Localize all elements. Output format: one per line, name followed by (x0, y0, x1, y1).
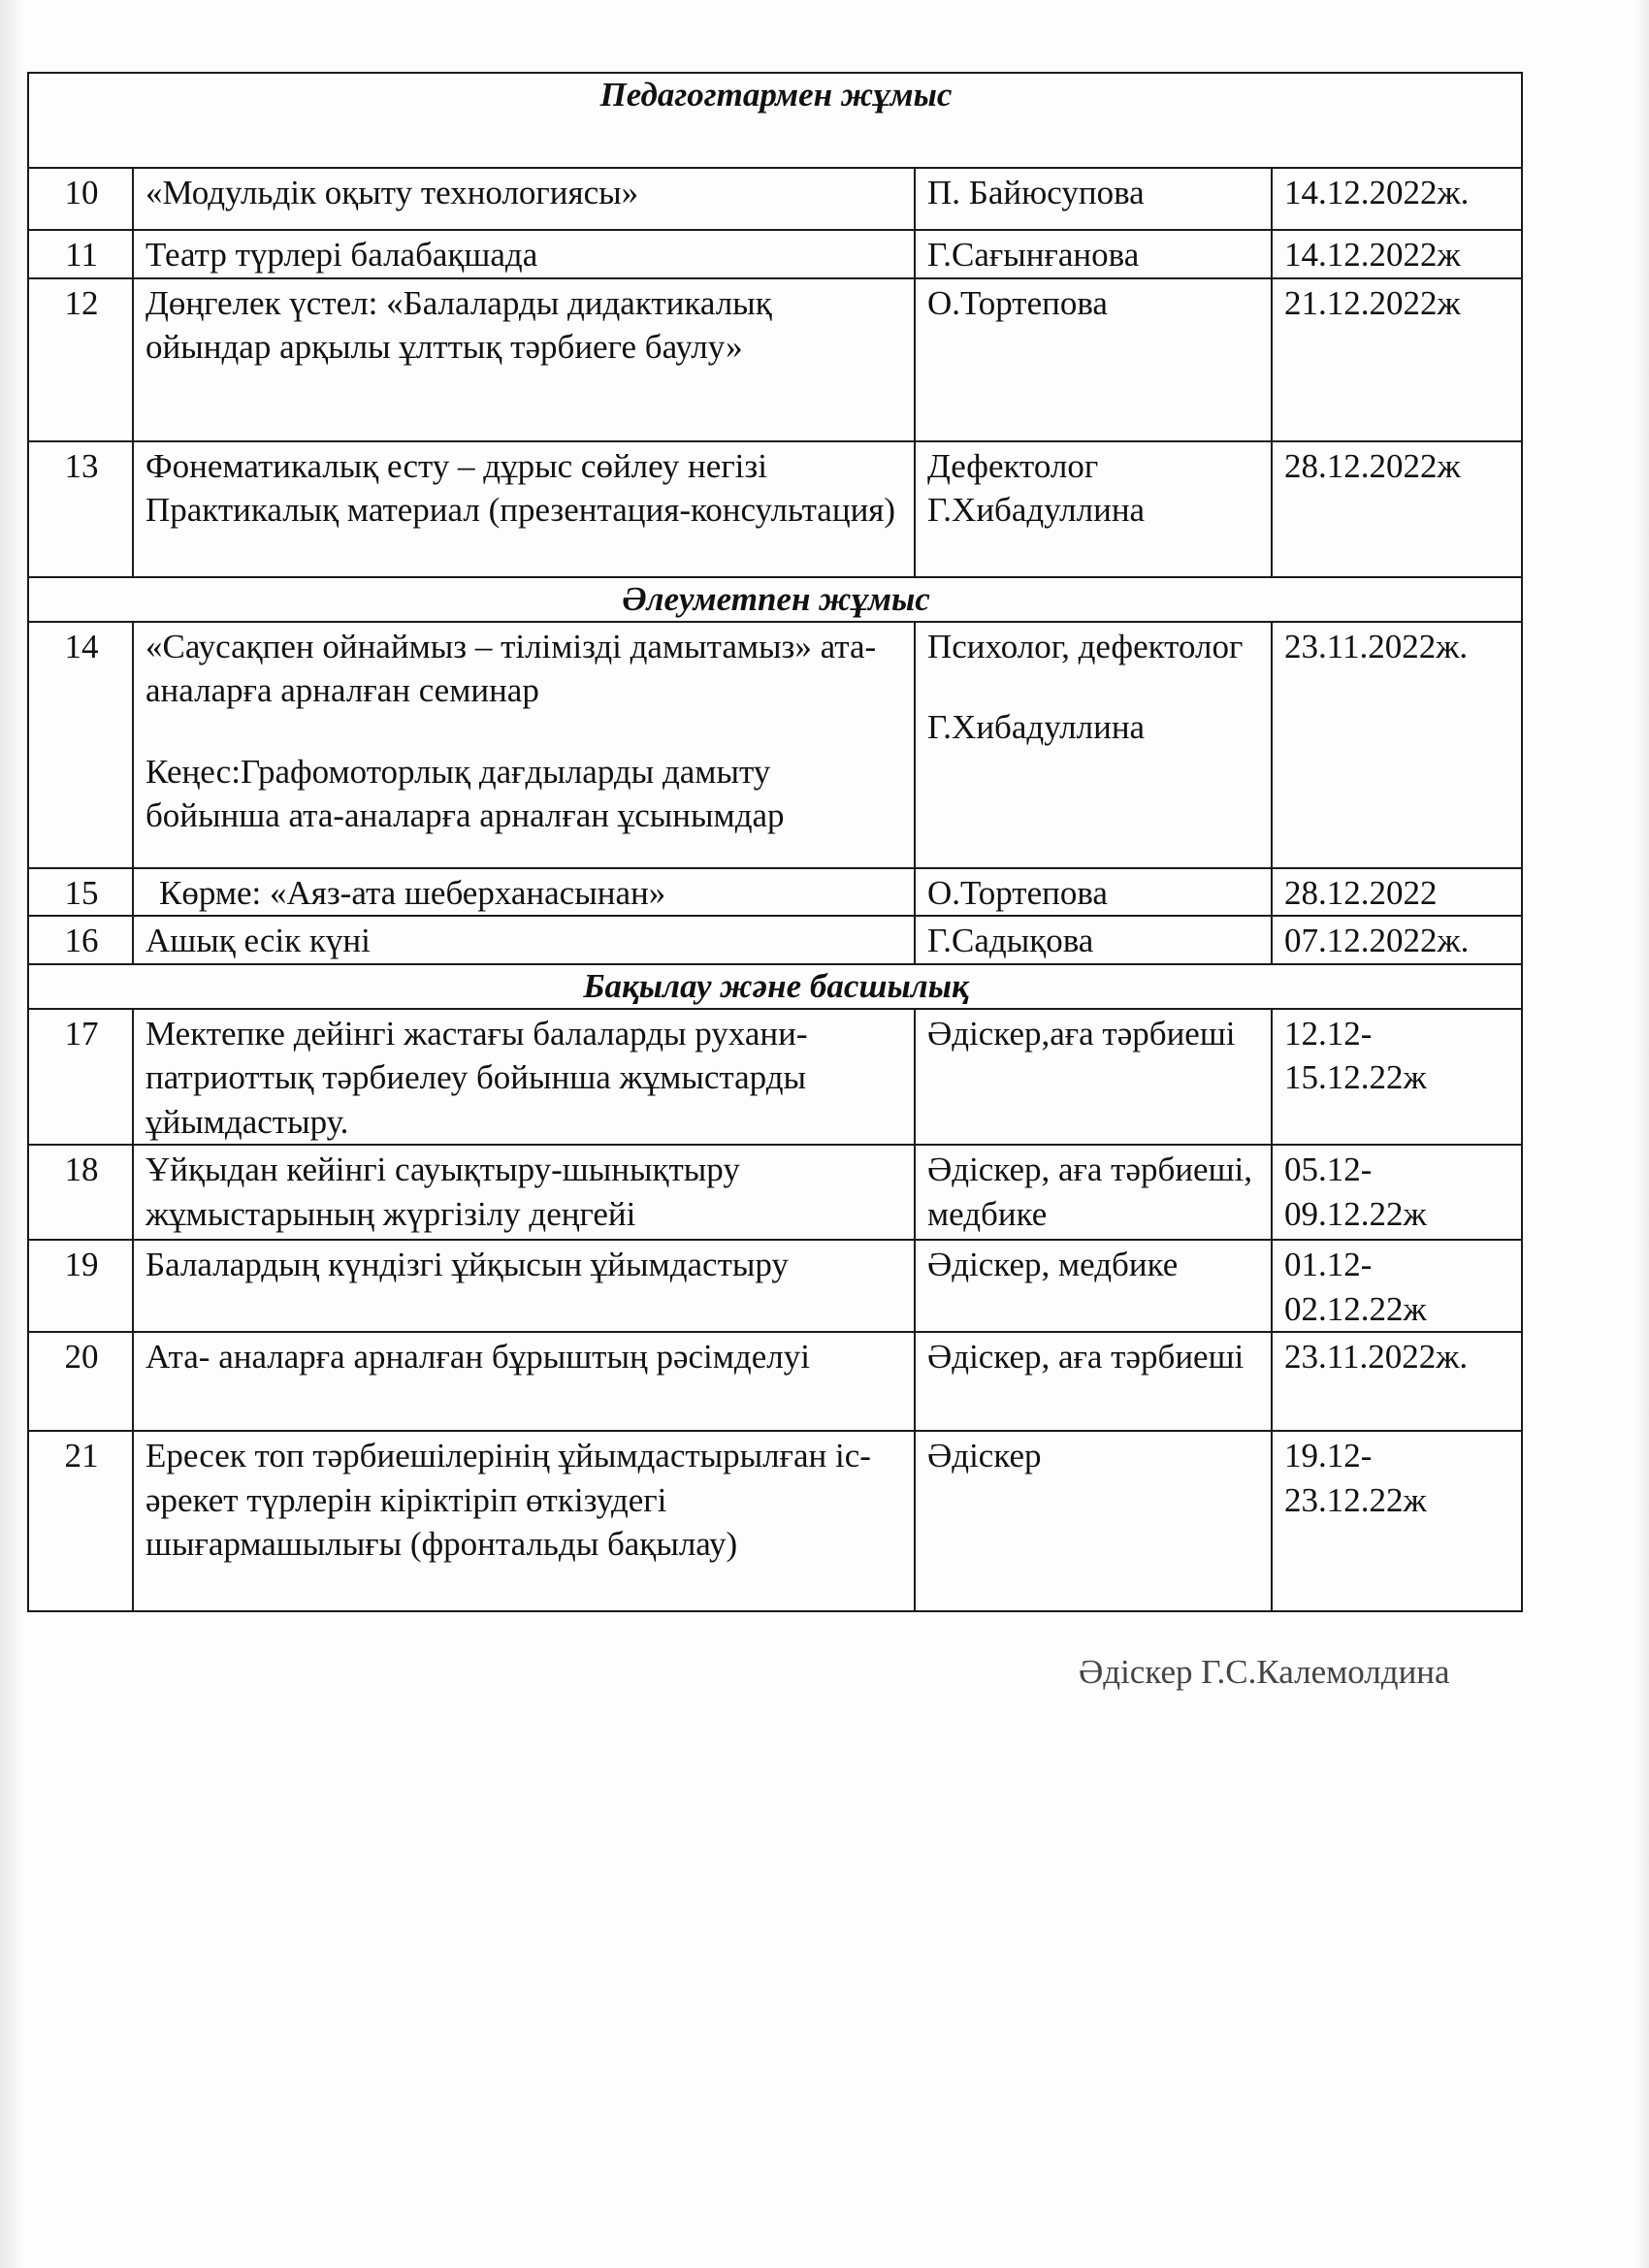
table-row (28, 441, 1522, 577)
spacer (927, 668, 1261, 705)
table-row (28, 1431, 1522, 1611)
row-number: 15 (28, 868, 133, 917)
event-cell: Көрме: «Аяз-ата шеберханасынан» (133, 868, 915, 917)
responsible-cell: О.Тортепова (915, 868, 1272, 917)
table-row (28, 1332, 1522, 1431)
responsible-cell: Әдіскер,аға тәрбиеші (915, 1009, 1272, 1146)
scan-right-shadow (1635, 0, 1649, 2268)
row-number: 21 (28, 1431, 133, 1611)
date-cell: 19.12-23.12.22ж (1272, 1431, 1522, 1611)
event-cell: Балалардың күндізгі ұйқысын ұйымдастыру (133, 1240, 915, 1332)
row-number: 14 (28, 622, 133, 868)
date-cell: 28.12.2022 (1272, 868, 1522, 917)
event-cell: «Модульдік оқыту технологиясы» (133, 168, 915, 230)
row-number: 17 (28, 1009, 133, 1146)
plan-table (27, 72, 1523, 1612)
date-cell: 01.12-02.12.22ж (1272, 1240, 1522, 1332)
event-cell: Ұйқыдан кейінгі сауықтыру-шынықтыру жұмыстарының жүргізілу деңгейі (133, 1145, 915, 1240)
event-extra-text: Кеңес:Графомоторлық дағдыларды дамыту бойынша ата-аналарға арналған ұсынымдар (146, 752, 785, 834)
event-cell (133, 622, 915, 868)
table-row (28, 868, 1522, 917)
row-number: 12 (28, 278, 133, 441)
event-cell: Ашық есік күні (133, 916, 915, 964)
table-row (28, 1145, 1522, 1240)
responsible-cell (915, 622, 1272, 868)
date-cell: 07.12.2022ж. (1272, 916, 1522, 964)
row-number: 10 (28, 168, 133, 230)
row-number: 18 (28, 1145, 133, 1240)
table-row (28, 168, 1522, 230)
date-cell: 14.12.2022ж. (1272, 168, 1522, 230)
date-cell: 14.12.2022ж (1272, 230, 1522, 278)
table-row (28, 622, 1522, 868)
section-title: Бақылау және басшылық (28, 964, 1522, 1009)
section-title: Әлеуметпен жұмыс (28, 577, 1522, 622)
responsible-cell: О.Тортепова (915, 278, 1272, 441)
event-cell: Ересек топ тәрбиешілерінің ұйымдастырылған іс-әрекет түрлерін кіріктіріп өткізудегі шығармашылығы (фронтальды бақылау) (133, 1431, 915, 1611)
responsible-cell: Г.Садықова (915, 916, 1272, 964)
table-row (28, 278, 1522, 441)
responsible-text: Психолог, дефектолог (927, 627, 1244, 665)
scan-left-shadow (0, 0, 25, 2268)
section-title: Педагогтармен жұмыс (28, 73, 1522, 168)
responsible-cell: Дефектолог Г.Хибадуллина (915, 441, 1272, 577)
responsible-cell: Әдіскер (915, 1431, 1272, 1611)
responsible-extra-text: Г.Хибадуллина (927, 708, 1146, 746)
event-text: «Саусақпен ойнаймыз – тілімізді дамытамыз» ата-аналарға арналған семинар (146, 627, 877, 709)
spacer (146, 713, 904, 750)
row-number: 19 (28, 1240, 133, 1332)
date-cell: 23.11.2022ж. (1272, 622, 1522, 868)
date-cell: 21.12.2022ж (1272, 278, 1522, 441)
date-cell: 05.12-09.12.22ж (1272, 1145, 1522, 1240)
responsible-cell: П. Байюсупова (915, 168, 1272, 230)
row-number: 13 (28, 441, 133, 577)
table-row (28, 1240, 1522, 1332)
table-row (28, 1009, 1522, 1146)
row-number: 11 (28, 230, 133, 278)
signature-line: Әдіскер Г.С.Калемолдина (1079, 1653, 1450, 1691)
responsible-cell: Әдіскер, аға тәрбиеші (915, 1332, 1272, 1431)
responsible-cell: Әдіскер, медбике (915, 1240, 1272, 1332)
row-number: 16 (28, 916, 133, 964)
table-row (28, 230, 1522, 278)
event-cell: Ата- аналарға арналған бұрыштың рәсімделуі (133, 1332, 915, 1431)
row-number: 20 (28, 1332, 133, 1431)
responsible-cell: Г.Сағынғанова (915, 230, 1272, 278)
event-cell: Дөңгелек үстел: «Балаларды дидактикалық ойындар арқылы ұлттық тәрбиеге баулу» (133, 278, 915, 441)
event-cell: Фонематикалық есту – дұрыс сөйлеу негізі Практикалық материал (презентация-консультация) (133, 441, 915, 577)
date-cell: 28.12.2022ж (1272, 441, 1522, 577)
date-cell: 12.12-15.12.22ж (1272, 1009, 1522, 1146)
date-cell: 23.11.2022ж. (1272, 1332, 1522, 1431)
table-row (28, 916, 1522, 964)
event-cell: Мектепке дейінгі жастағы балаларды рухани-патриоттық тәрбиелеу бойынша жұмыстарды ұйымдастыру. (133, 1009, 915, 1146)
event-cell: Театр түрлері балабақшада (133, 230, 915, 278)
responsible-cell: Әдіскер, аға тәрбиеші, медбике (915, 1145, 1272, 1240)
